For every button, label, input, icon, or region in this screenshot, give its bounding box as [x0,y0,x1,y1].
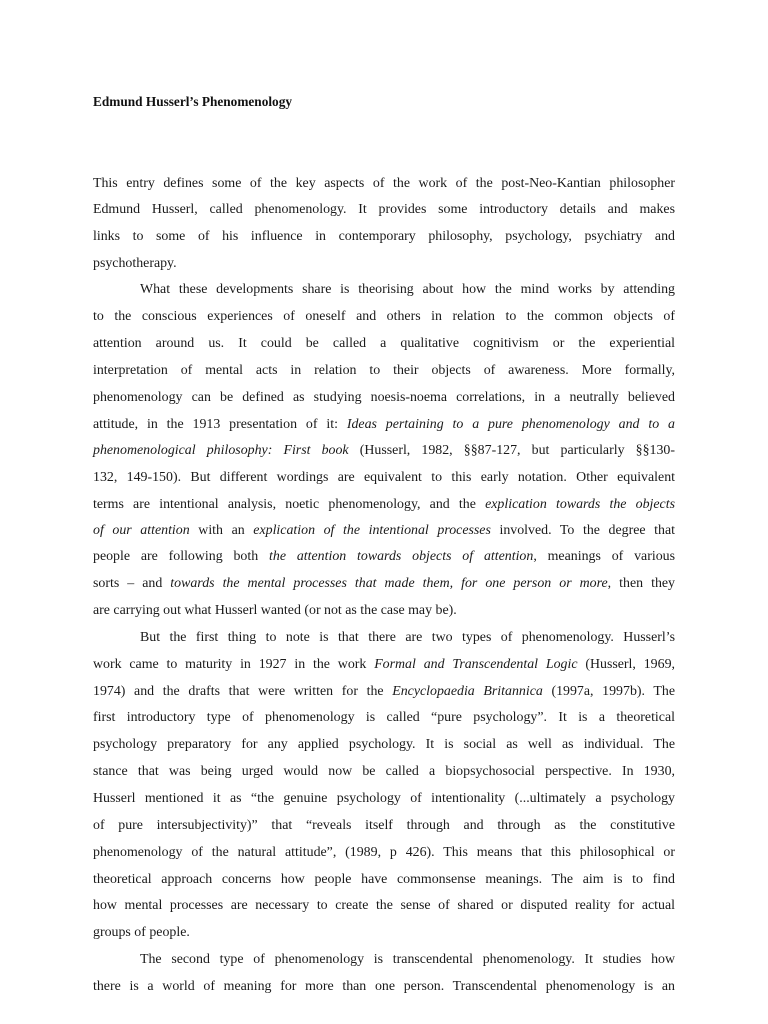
text-line: 132, 149-150). But different wordings are equivalent to this early notation. Other equivalent [93,470,675,485]
text-line: of our attention with an explication of the intentional processes involved. To the degree that [93,523,675,538]
text-line: This entry defines some of the key aspects of the work of the post-Neo-Kantian philosopher [93,176,675,191]
italic-text: phenomenological philosophy: First book [93,443,349,458]
italic-text: towards the mental processes that made them, for one person or more [170,576,608,591]
text-line: attention around us. It could be called a qualitative cognitivism or the experiential [93,336,675,351]
text-line: 1974) and the drafts that were written for the Encyclopaedia Britannica (1997a, 1997b). The [93,684,675,699]
text-line: psychotherapy. [93,256,177,271]
text-line: phenomenology of the natural attitude”, (1989, p 426). This means that this philosophical or [93,845,675,860]
text-line: psychology preparatory for any applied psychology. It is social as well as individual. The [93,737,675,752]
text-line: stance that was being urged would now be called a biopsychosocial perspective. In 1930, [93,764,675,779]
italic-text: explication towards the objects [485,497,675,512]
text-line: Husserl mentioned it as “the genuine psychology of intentionality (...ultimately a psychology [93,791,675,806]
italic-text: of our attention [93,523,190,538]
italic-text: explication of the intentional processes [253,523,491,538]
text-line: What these developments share is theorising about how the mind works by attending [140,282,675,297]
italic-text: Formal and Transcendental Logic [374,657,578,672]
text-line: sorts – and towards the mental processes that made them, for one person or more, then they [93,576,675,591]
text-line: interpretation of mental acts in relation to their objects of awareness. More formally, [93,363,675,378]
text-line: work came to maturity in 1927 in the work Formal and Transcendental Logic (Husserl, 1969, [93,657,675,672]
text-line: phenomenology can be defined as studying noesis-noema correlations, in a neutrally believed [93,390,675,405]
text-line: links to some of his influence in contemporary philosophy, psychology, psychiatry and [93,229,675,244]
text-line: terms are intentional analysis, noetic phenomenology, and the explication towards the objects [93,497,675,512]
text-line: attitude, in the 1913 presentation of it: Ideas pertaining to a pure phenomenology and to a [93,417,675,432]
text-line: phenomenological philosophy: First book (Husserl, 1982, §§87-127, but particularly §§130- [93,443,676,458]
text-line: of pure intersubjectivity)” that “reveals itself through and through as the constitutive [93,818,675,833]
italic-text: the attention towards objects of attention [269,549,534,564]
italic-text: Encyclopaedia Britannica [392,684,543,699]
text-line: groups of people. [93,925,190,940]
text-line: But the first thing to note is that there are two types of phenomenology. Husserl’s [140,630,675,645]
text-line: Edmund Husserl, called phenomenology. It provides some introductory details and makes [93,202,675,217]
text-line: how mental processes are necessary to create the sense of shared or disputed reality for actual [93,898,675,913]
text-line: are carrying out what Husserl wanted (or not as the case may be). [93,603,457,618]
text-line: first introductory type of phenomenology is called “pure psychology”. It is a theoretical [93,710,675,725]
text-line: there is a world of meaning for more than one person. Transcendental phenomenology is an [93,979,675,994]
text-line: The second type of phenomenology is transcendental phenomenology. It studies how [140,952,675,967]
italic-text: Ideas pertaining to a pure phenomenology and to a [346,417,675,432]
text-line: to the conscious experiences of oneself and others in relation to the common objects of [93,309,675,324]
text-line: theoretical approach concerns how people have commonsense meanings. The aim is to find [93,872,675,887]
text-line: people are following both the attention towards objects of attention, meanings of various [93,549,675,564]
document-title: Edmund Husserl’s Phenomenology [93,94,292,109]
